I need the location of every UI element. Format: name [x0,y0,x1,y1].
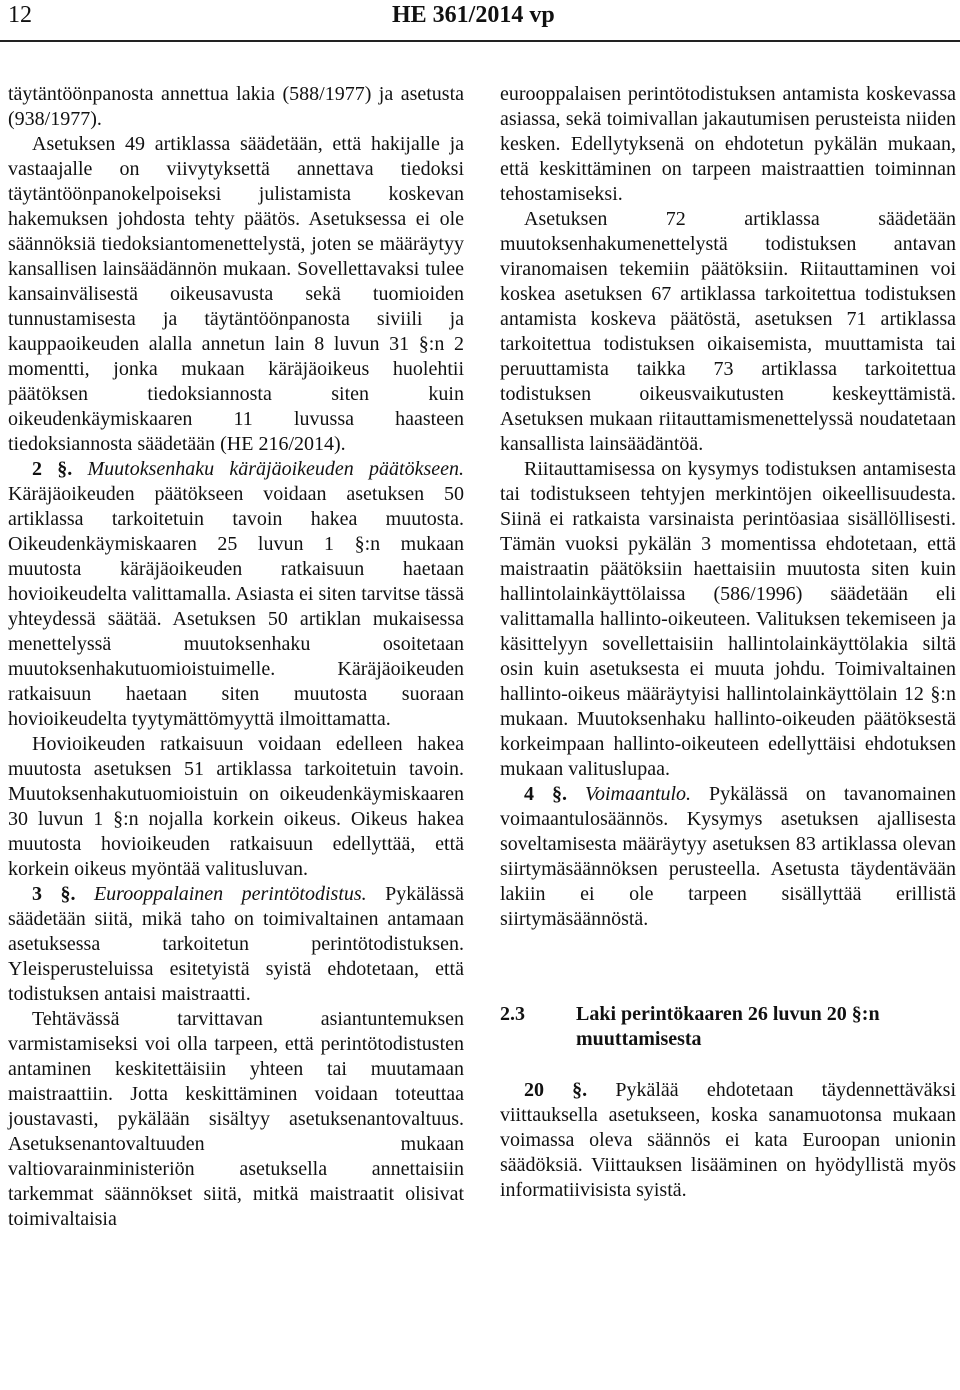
left-column [8,82,464,1232]
section-title: Eurooppalainen perintötodistus. [93,883,367,905]
right-column [500,82,956,1203]
paragraph: Asetuksen 49 artiklassa säädetään, että hakijalle ja vastaajalle on viivytyksettä annettava tiedoksi täytäntöönpanokelpoiseksi julistamista koskevan hakemuksen johdosta tehty päätös. Asetuksessa ei ole säännöksiä tiedoksiantomenettelystä, joten se määräytyy kansallisen lainsäädännön mukaan. Sovellettavaksi tulee kansainvälisestä oikeusavusta sekä tuomioiden tunnustamisesta ja täytäntöönpanosta siviili ja kauppaoikeuden alalla annetun lain 8 luvun 31 §:n 2 momentti, jonka mukaan käräjäoikeus huolehtii päätöksen tiedoksiannosta siten kuin oikeudenkäymiskaaren 11 luvussa haasteen tiedoksiannosta säädetään (HE 216/2014). [8,133,464,455]
section-4 [500,782,956,932]
section-number: 4 §. [524,783,567,805]
section-number: 20 §. [524,1079,588,1101]
paragraph: Hovioikeuden ratkaisuun voidaan edelleen hakea muutosta asetuksen 51 artiklassa tarkoitetuin tavoin. Muutoksenhakutuomioistuin on oikeudenkäymiskaaren 30 luvun 1 §:n nojalla korkein oikeus. Oikeus hakea muutosta hovioikeuden ratkaisuun edellyttää, että korkein oikeus myöntää valitusluvan. [8,733,464,880]
section-text: Pykälässä on tavanomainen voimaantulosäännös. Kysymys asetuksen ajallisesta soveltamisesta määräytyy asetuksen 83 artiklassa olevan siirtymäsäännöksen perusteella. Asetusta täydentävään lakiin ei ole tarpeen sisällyttää erillistä siirtymäsäännöstä. [500,783,957,930]
section-title: Muutoksenhaku käräjäoikeuden päätökseen. [87,458,464,480]
section-2 [8,457,464,732]
paragraph: Riitauttamisessa on kysymys todistuksen antamisesta tai todistukseen tehtyjen merkintöjen oikeellisuudesta. Siinä ei ratkaista varsinaista perintöasiaa sisällöllisesti. Tämän vuoksi pykälän 3 momentissa ehdotetaan, että maistraatin päätöksiin haettaisiin muutosta siten kuin hallintolainkäyttölaissa (586/1996) säädetään eli valittamalla hallinto-oikeuteen. Valituksen tekemiseen ja käsittelyyn sovellettaisiin hallintolainkäyttölakia siltä osin kuin asetuksesta ei muuta johdu. Toimivaltainen hallinto-oikeus määräytyisi hallintolainkäyttölain 12 §:n mukaan. Muutoksenhaku hallinto-oikeuden päätöksestä korkeimpaan hallinto-oikeuteen edellyttäisi ehdotuksen mukaan valituslupaa. [500,458,956,780]
heading-title: Laki perintökaaren 26 luvun 20 §:n muuttamisesta [576,1003,880,1050]
chapter-heading [500,1002,956,1052]
page-header [0,0,960,44]
section-text: Käräjäoikeuden päätökseen voidaan asetuksen 50 artiklassa tarkoitetuin tavoin hakea muutosta. Oikeudenkäymiskaaren 25 luvun 1 §:n mukaan muutosta käräjäoikeuden ratkaisuun haetaan hovioikeudelta valittamalla. Asiasta ei siten tarvitse tässä yhteydessä säätää. Asetuksen 50 artiklan mukaisessa menettelyssä muutoksenhaku osoitetaan muutoksenhakutuomioistuimelle. Käräjäoikeuden ratkaisuun haetaan siten muutosta suoraan hovioikeudelta tyytymättömyyttä ilmoittamatta. [8,483,464,730]
page-number: 12 [8,2,32,28]
header-rule [0,40,960,42]
document-id: HE 361/2014 vp [392,2,555,28]
section-20 [500,1078,956,1203]
section-number: 2 §. [32,458,73,480]
paragraph: eurooppalaisen perintötodistuksen antamista koskevassa asiassa, sekä toimivallan jakautumisen perusteista niiden kesken. Edellytyksenä on ehdotetun pykälän mukaan, että keskittäminen on tarpeen maistraattien toiminnan tehostamiseksi. [500,83,956,205]
heading-number: 2.3 [500,1003,525,1025]
section-text: Pykälässä säädetään siitä, mikä taho on toimivaltainen antamaan asetuksessa tarkoitetun perintötodistuksen. Yleisperusteluissa esitetyistä syistä ehdotetaan, että todistuksen antaisi maistraatti. [8,883,465,1005]
paragraph: Asetuksen 72 artiklassa säädetään muutoksenhakumenettelystä todistuksen antavan viranomaisen tekemiin päätöksiin. Riitauttaminen voi koskea asetuksen 67 artiklassa tarkoitettua todistuksen antamista koskeva päätöstä, asetuksen 71 artiklassa tarkoitettua todistuksen oikaisemista, muuttamista tai peruuttamista taikka 73 artiklassa tarkoitettua todistuksen oikeusvaikutusten keskeyttämistä. Asetuksen mukaan riitauttamismenettelyssä noudatetaan kansallista lainsäädäntöä. [500,208,956,455]
paragraph: Tehtävässä tarvittavan asiantuntemuksen varmistamiseksi voi olla tarpeen, että perintötodistusten antaminen keskitettäisiin yhteen tai muutamaan maistraattiin. Jotta keskittäminen voidaan toteuttaa joustavasti, pykälään sisältyy asetuksenantovaltuus. Asetuksenantovaltuuden mukaan valtiovarainministeriön asetuksella annettaisiin tarkemmat säännökset siitä, mitkä maistraatit olisivat toimivaltaisia [8,1008,464,1230]
section-title: Voimaantulo. [584,783,692,805]
section-text: Pykälää ehdotetaan täydennettäväksi viittauksella asetukseen, koska sanamuotonsa mukaan voimassa oleva säännös ei kata Euroopan unionin säädöksiä. Viittauksen lisääminen on hyödyllistä myös informatiivisista syistä. [500,1079,957,1201]
spacer [500,1052,956,1078]
section-number: 3 §. [32,883,76,905]
section-3 [8,882,464,1007]
paragraph: täytäntöönpanosta annettua lakia (588/1977) ja asetusta (938/1977). [8,83,464,130]
